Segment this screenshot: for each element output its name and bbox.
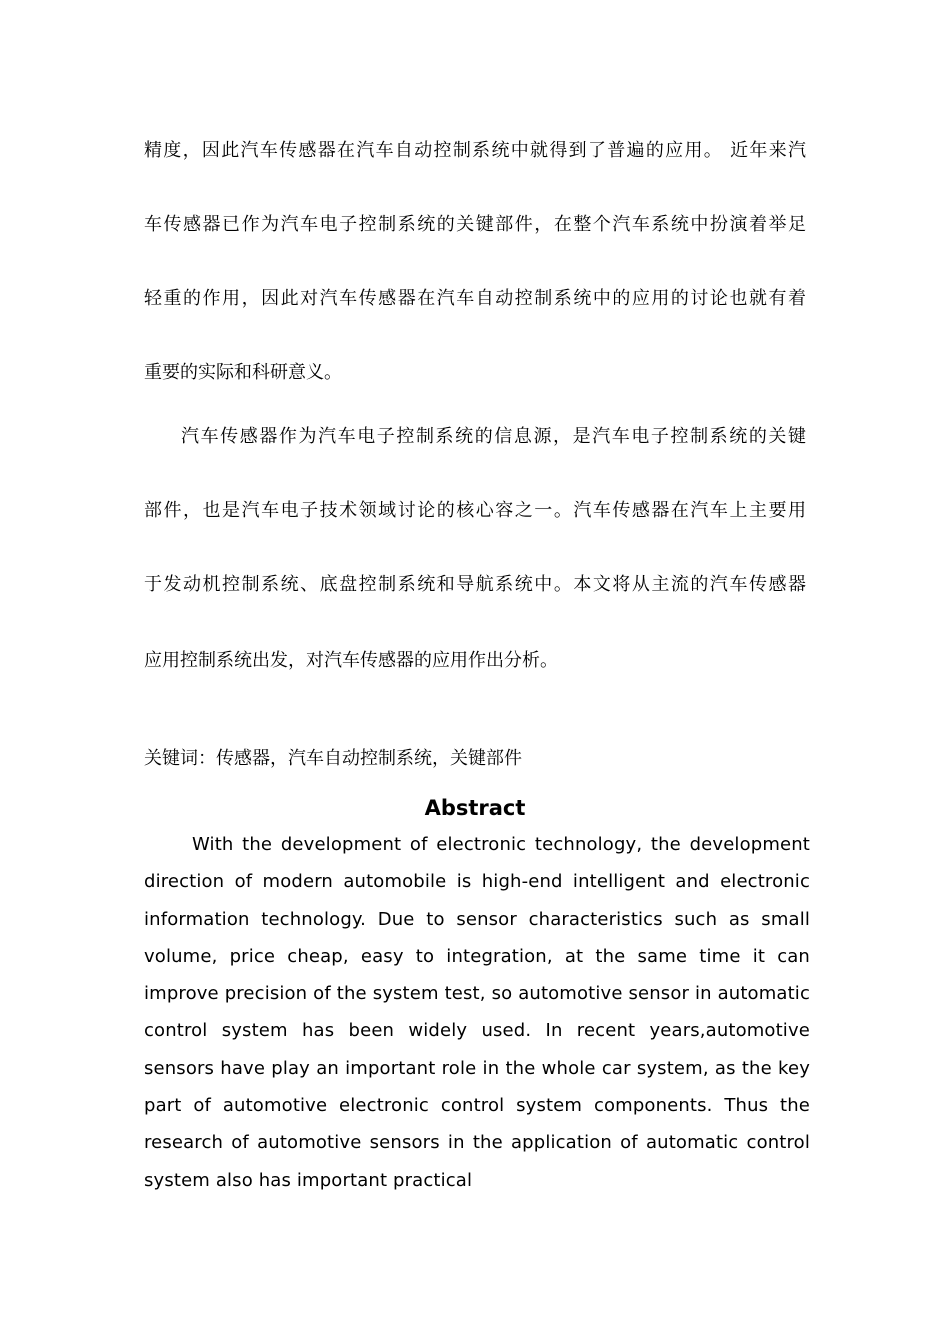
paragraph-2-line-1: 汽车传感器作为汽车电子控制系统的信息源，是汽车电子控制系统的关键 bbox=[181, 426, 806, 447]
paragraph-2-line-4: 应用控制系统出发，对汽车传感器的应用作出分析。 bbox=[144, 650, 558, 671]
abstract-body: With the development of electronic technology, the development direction of modern automobile is high-end intelligent and electronic information technology. Due to sensor characteristics such as small volume, price cheap, easy to integration, at the same time it can improve precision of the system test, so automotive sensor in automatic control system has been widely used. In recent years,automotive sensors have play an important role in the whole car system, as the key part of automotive electronic control system components. Thus the research of automotive sensors in the application of automatic control system also has important practical bbox=[144, 834, 810, 1191]
keywords-line: 关键词：传感器，汽车自动控制系统，关键部件 bbox=[144, 748, 522, 769]
paragraph-1-line-4: 重要的实际和科研意义。 bbox=[144, 362, 342, 383]
paragraph-1-line-2: 车传感器已作为汽车电子控制系统的关键部件，在整个汽车系统中扮演着举足 bbox=[144, 214, 806, 235]
paragraph-1-line-1: 精度，因此汽车传感器在汽车自动控制系统中就得到了普遍的应用。 近年来汽 bbox=[144, 140, 806, 161]
paragraph-2-line-2: 部件，也是汽车电子技术领域讨论的核心容之一。汽车传感器在汽车上主要用 bbox=[144, 500, 806, 521]
abstract-heading: Abstract bbox=[424, 796, 526, 820]
paragraph-1-line-3: 轻重的作用，因此对汽车传感器在汽车自动控制系统中的应用的讨论也就有着 bbox=[144, 288, 806, 309]
paragraph-2-line-3: 于发动机控制系统、底盘控制系统和导航系统中。本文将从主流的汽车传感器 bbox=[144, 574, 806, 595]
